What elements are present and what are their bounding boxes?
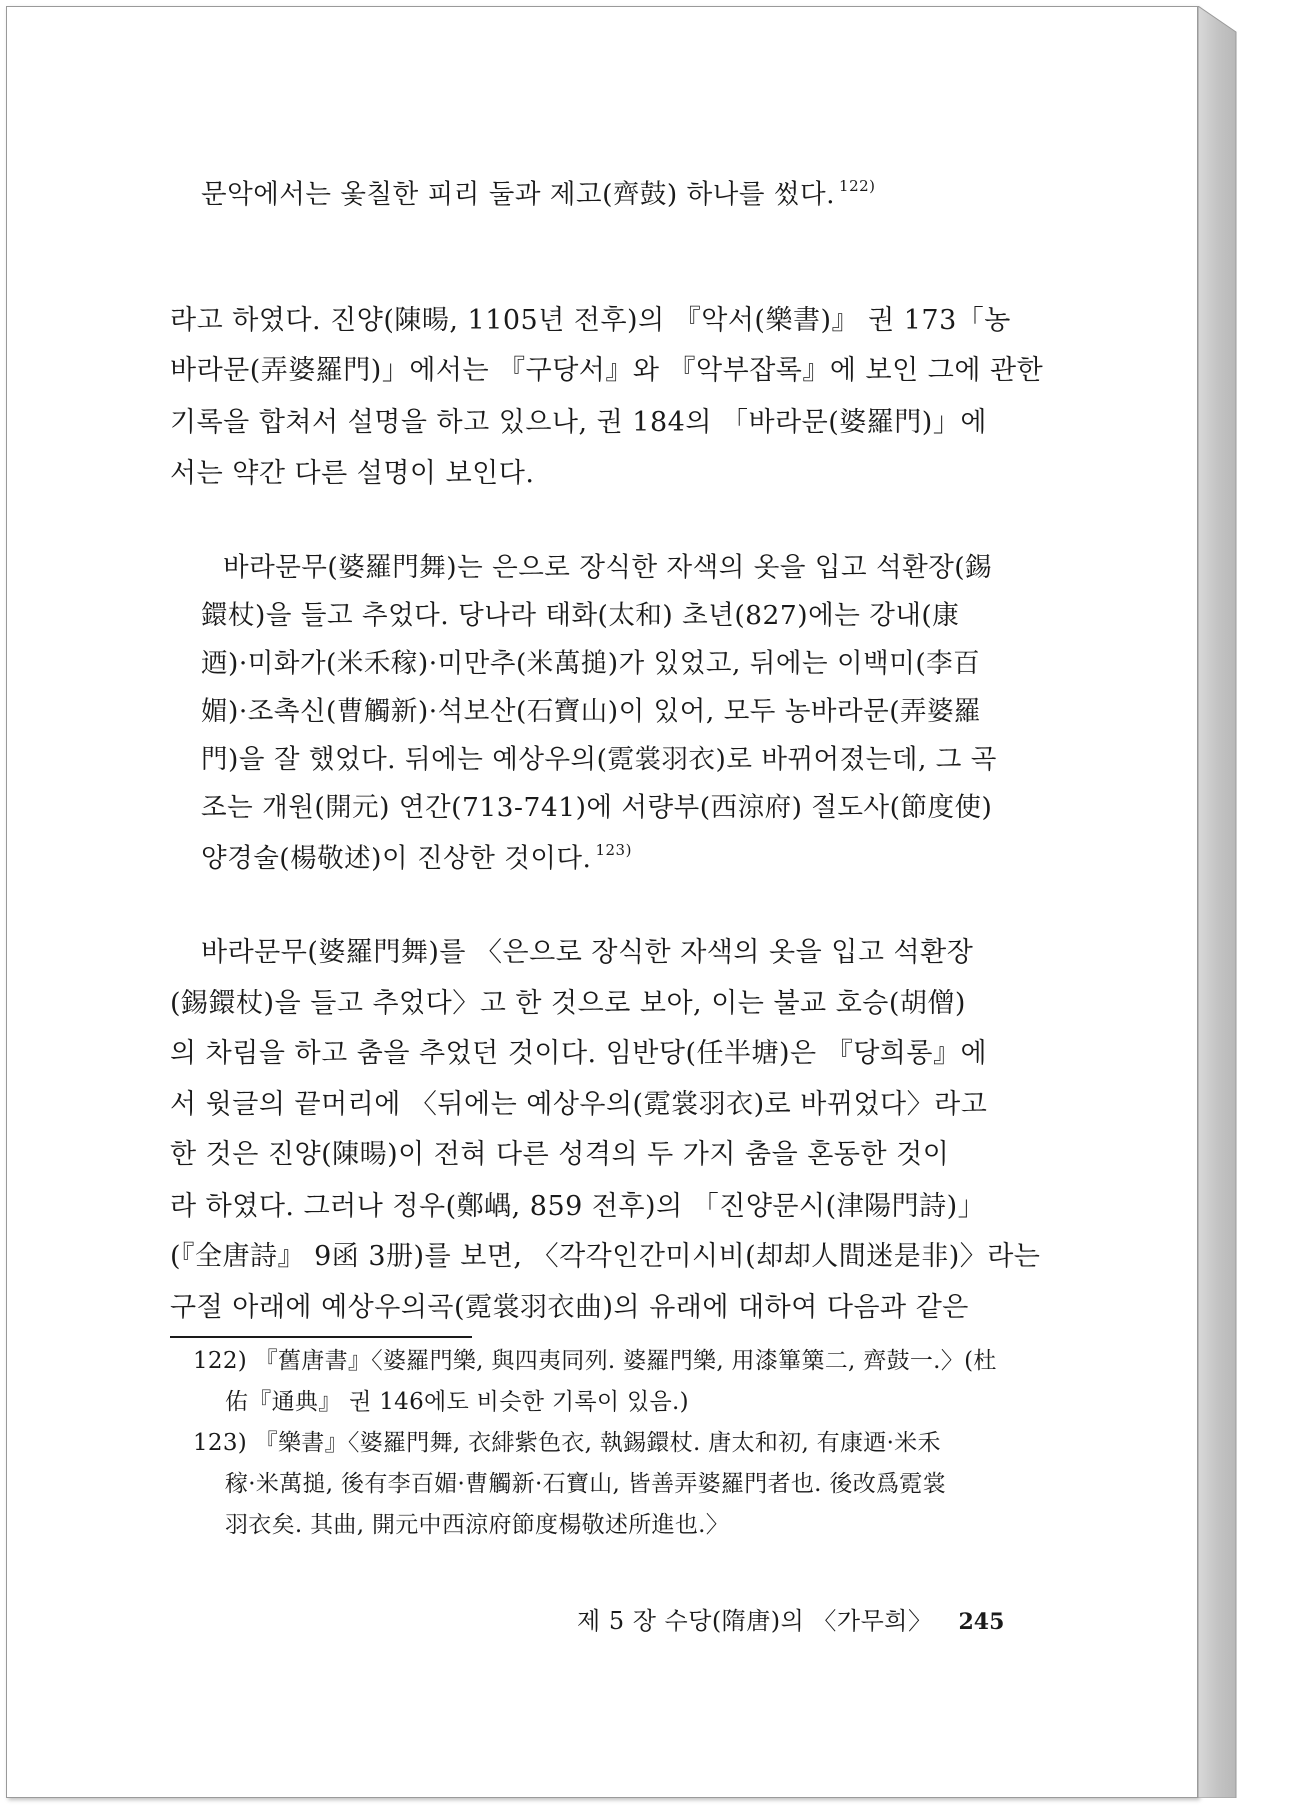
para2-line-1: 바라문무(婆羅門舞)를 〈은으로 장식한 자색의 옷을 입고 석환장 (201, 937, 974, 968)
running-footer (577, 1601, 1004, 1636)
footnote-122-line-1: 122) 『舊唐書』〈婆羅門樂, 與四夷同列. 婆羅門樂, 用漆篳篥二, 齊鼓一.〉(杜 (193, 1348, 997, 1374)
para2-line-8: 구절 아래에 예상우의곡(霓裳羽衣曲)의 유래에 대하여 다음과 같은 (170, 1292, 969, 1323)
quote2-line-3: 迺)·미화가(米禾稼)·미만추(米萬搥)가 있었고, 뒤에는 이백미(李百 (201, 648, 981, 679)
para2-line-7: (『全唐詩』 9函 3册)를 보면, 〈각각인간미시비(却却人間迷是非)〉라는 (170, 1241, 1041, 1272)
para1-line-4: 서는 약간 다른 설명이 보인다. (170, 458, 535, 489)
quote2-line-5: 門)을 잘 했었다. 뒤에는 예상우의(霓裳羽衣)로 바뀌어졌는데, 그 곡 (201, 744, 997, 775)
para2-line-4: 서 윗글의 끝머리에 〈뒤에는 예상우의(霓裳羽衣)로 바뀌었다〉라고 (170, 1089, 988, 1120)
chapter-title: 제 5 장 수당(隋唐)의 〈가무희〉 (577, 1607, 933, 1635)
page-edge-shading (1198, 6, 1240, 1798)
footnote-ref-123[interactable]: 123) (595, 841, 632, 859)
para2-line-5: 한 것은 진양(陳暘)이 전혀 다른 성격의 두 가지 춤을 혼동한 것이 (170, 1139, 950, 1170)
quote2-line-6: 조는 개원(開元) 연간(713-741)에 서량부(西涼府) 절도사(節度使) (201, 792, 993, 823)
quote1-text: 문악에서는 옻칠한 피리 둘과 제고(齊鼓) 하나를 썼다. (201, 179, 836, 210)
footnote-divider (170, 1336, 472, 1338)
quote2-line-2: 鐶杖)을 들고 추었다. 당나라 태화(太和) 초년(827)에는 강내(康 (201, 600, 960, 631)
page-number: 245 (958, 1609, 1005, 1635)
footnote-123-line-1: 123) 『樂書』〈婆羅門舞, 衣緋紫色衣, 執錫鐶杖. 唐太和初, 有康迺·米禾 (193, 1430, 941, 1456)
para2-line-6: 라 하였다. 그러나 정우(鄭嵎, 859 전후)의 「진양문시(津陽門詩)」 (170, 1191, 986, 1222)
footnote-ref-122[interactable]: 122) (839, 177, 876, 195)
footnote-123-line-2: 稼·米萬搥, 後有李百媚·曹觸新·石寶山, 皆善弄婆羅門者也. 後改爲霓裳 (225, 1471, 946, 1497)
book-page (6, 6, 1198, 1798)
quote1-line-1 (201, 179, 876, 209)
quote2-line-4: 媚)·조촉신(曹觸新)·석보산(石寶山)이 있어, 모두 농바라문(弄婆羅 (201, 696, 982, 727)
para1-line-1: 라고 하였다. 진양(陳暘, 1105년 전후)의 『악서(樂書)』 권 173「농 (170, 305, 1011, 336)
para2-line-2: (錫鐶杖)을 들고 추었다〉고 한 것으로 보아, 이는 불교 호승(胡僧) (170, 988, 966, 1019)
footnote-122-line-2: 佑『通典』 권 146에도 비슷한 기록이 있음.) (225, 1389, 689, 1415)
quote2-last-text: 양경술(楊敬述)이 진상한 것이다. (201, 843, 592, 874)
footnote-123-line-3: 羽衣矣. 其曲, 開元中西涼府節度楊敬述所進也.〉 (225, 1512, 730, 1538)
para2-line-3: 의 차림을 하고 춤을 추었던 것이다. 임반당(任半塘)은 『당희롱』에 (170, 1038, 988, 1069)
para1-line-2: 바라문(弄婆羅門)」에서는 『구당서』와 『악부잡록』에 보인 그에 관한 (170, 355, 1044, 386)
quote2-line-7 (201, 843, 632, 873)
quote2-line-1: 바라문무(婆羅門舞)는 은으로 장식한 자색의 옷을 입고 석환장(錫 (223, 552, 993, 583)
para1-line-3: 기록을 합쳐서 설명을 하고 있으나, 권 184의 「바라문(婆羅門)」에 (170, 407, 987, 438)
